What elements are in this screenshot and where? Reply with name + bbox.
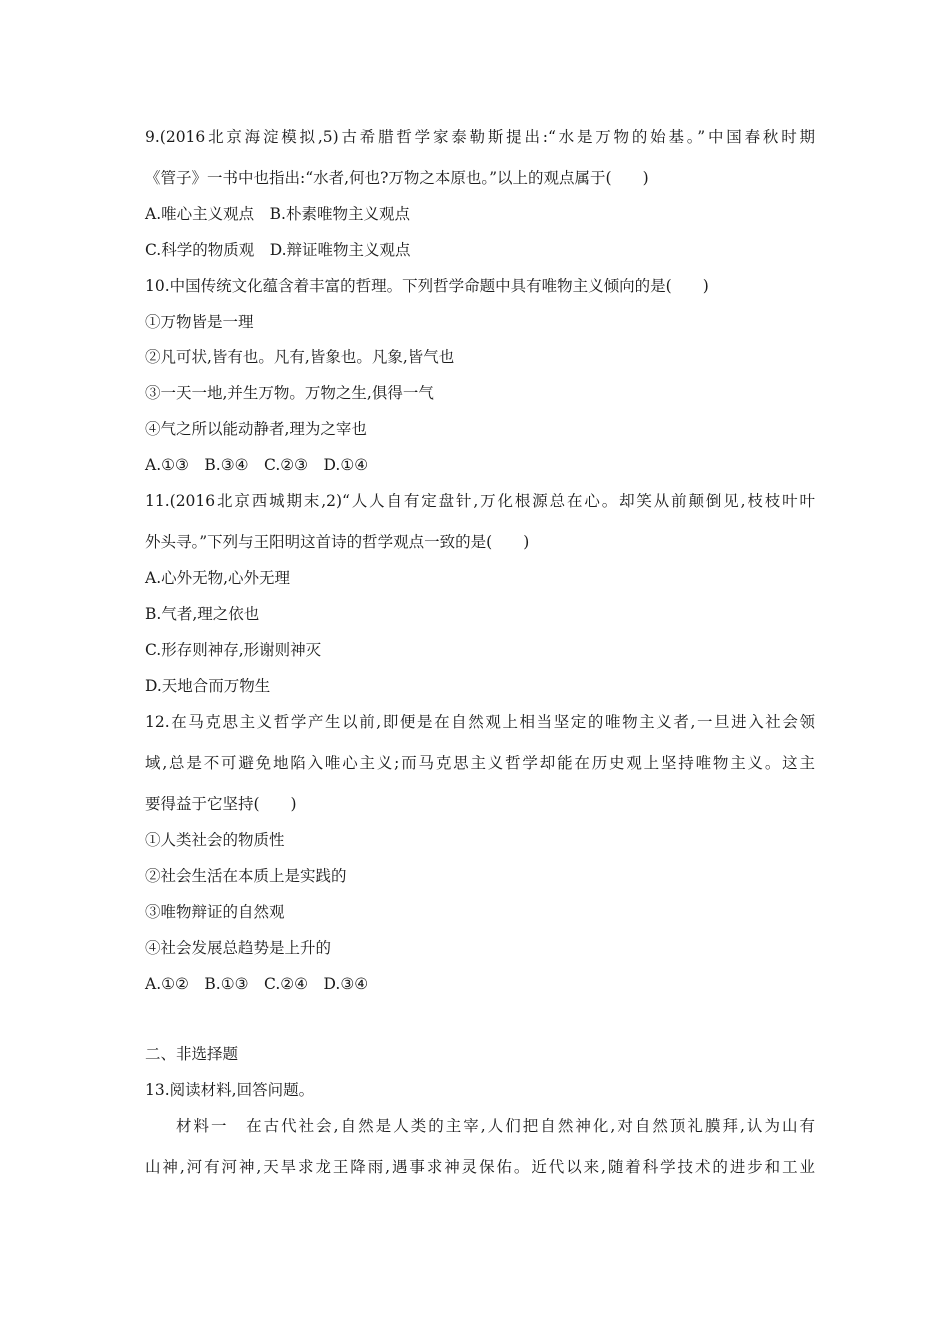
q12-options: A.①② B.①③ C.②④ D.③④: [145, 975, 369, 993]
q10-item-1: ①万物皆是一理: [145, 313, 254, 331]
q12-item-4: ④社会发展总趋势是上升的: [145, 939, 332, 957]
q12-stem-line-2: 域,总是不可避免地陷入唯心主义;而马克思主义哲学却能在历史观上坚持唯物主义。这主: [145, 754, 815, 772]
q13-material-line-1: 材料一 在古代社会,自然是人类的主宰,人们把自然神化,对自然顶礼膜拜,认为山有: [176, 1117, 815, 1135]
q13-stem: 13.阅读材料,回答问题。: [145, 1081, 315, 1099]
q10-item-2: ②凡可状,皆有也。凡有,皆象也。凡象,皆气也: [145, 348, 455, 366]
q13-material-line-2: 山神,河有河神,天旱求龙王降雨,遇事求神灵保佑。近代以来,随着科学技术的进步和工业: [145, 1158, 815, 1176]
q10-stem: 10.中国传统文化蕴含着丰富的哲理。下列哲学命题中具有唯物主义倾向的是( ): [145, 277, 709, 295]
q11-option-c: C.形存则神存,形谢则神灭: [145, 641, 322, 659]
q12-item-1: ①人类社会的物质性: [145, 831, 285, 849]
q9-stem-line-2: 《管子》一书中也指出:“水者,何也?万物之本原也。”以上的观点属于( ): [145, 169, 649, 187]
q9-stem-line-1: 9.(2016北京海淀模拟,5)古希腊哲学家泰勒斯提出:“水是万物的始基。”中国春秋时期: [145, 128, 815, 146]
q10-item-3: ③一天一地,并生万物。万物之生,俱得一气: [145, 384, 434, 402]
q11-stem-line-2: 外头寻。”下列与王阳明这首诗的哲学观点一致的是( ): [145, 533, 530, 551]
q12-stem-line-1: 12.在马克思主义哲学产生以前,即便是在自然观上相当坚定的唯物主义者,一旦进入社会领: [145, 713, 815, 731]
q11-stem-line-1: 11.(2016北京西城期末,2)“人人自有定盘针,万化根源总在心。却笑从前颠倒见,枝枝叶叶: [145, 492, 815, 510]
q9-options-ab: A.唯心主义观点 B.朴素唯物主义观点: [145, 205, 410, 223]
q10-item-4: ④气之所以能动静者,理为之宰也: [145, 420, 367, 438]
q12-item-2: ②社会生活在本质上是实践的: [145, 867, 347, 885]
q10-options: A.①③ B.③④ C.②③ D.①④: [145, 456, 369, 474]
q12-stem-line-3: 要得益于它坚持( ): [145, 795, 297, 813]
q11-option-d: D.天地合而万物生: [145, 677, 271, 695]
q9-options-cd: C.科学的物质观 D.辩证唯物主义观点: [145, 241, 411, 259]
section-heading: 二、非选择题: [145, 1045, 239, 1063]
q11-option-b: B.气者,理之依也: [145, 605, 260, 623]
q12-item-3: ③唯物辩证的自然观: [145, 903, 285, 921]
q11-option-a: A.心外无物,心外无理: [145, 569, 291, 587]
